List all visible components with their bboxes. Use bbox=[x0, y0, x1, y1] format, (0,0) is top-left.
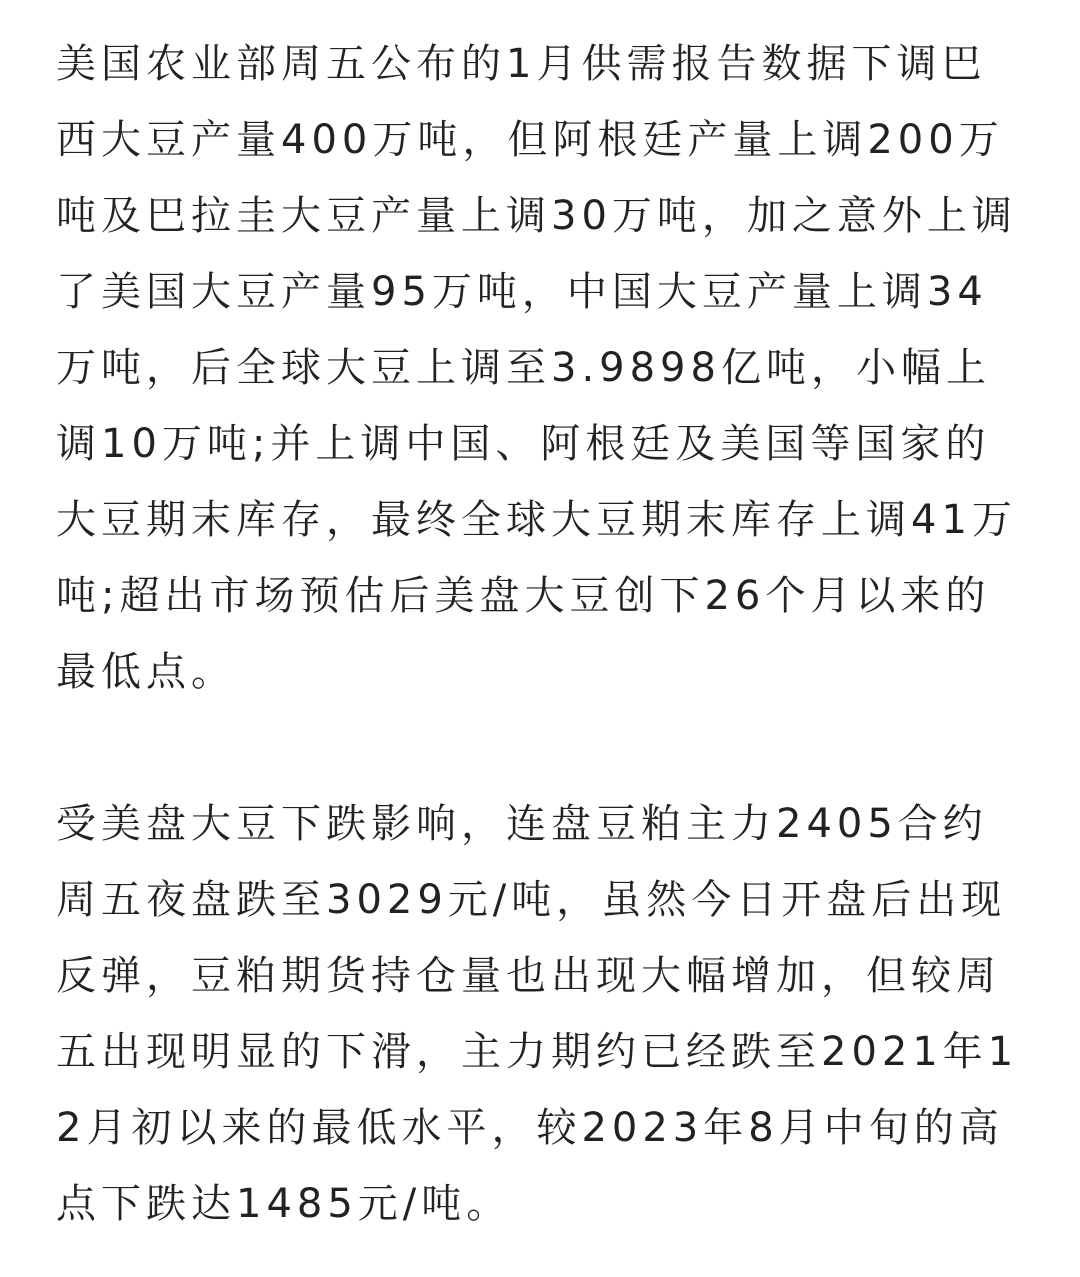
article-paragraph-2: 受美盘大豆下跌影响，连盘豆粕主力2405合约周五夜盘跌至3029元/吨，虽然今日开盘后出现反弹，豆粕期货持仓量也出现大幅增加，但较周五出现明显的下滑，主力期约已经跌至2021年12月初以来的最低水平，较2023年8月中旬的高点下跌达1485元/吨。 bbox=[56, 801, 1019, 1227]
article-body bbox=[56, 26, 1022, 1242]
article-paragraph-1: 美国农业部周五公布的1月供需报告数据下调巴西大豆产量400万吨，但阿根廷产量上调200万吨及巴拉圭大豆产量上调30万吨，加之意外上调了美国大豆产量95万吨，中国大豆产量上调34万吨，后全球大豆上调至3.9898亿吨，小幅上调10万吨;并上调中国、阿根廷及美国等国家的大豆期末库存，最终全球大豆期末库存上调41万吨;超出市场预估后美盘大豆创下26个月以来的最低点。 bbox=[56, 41, 1017, 695]
